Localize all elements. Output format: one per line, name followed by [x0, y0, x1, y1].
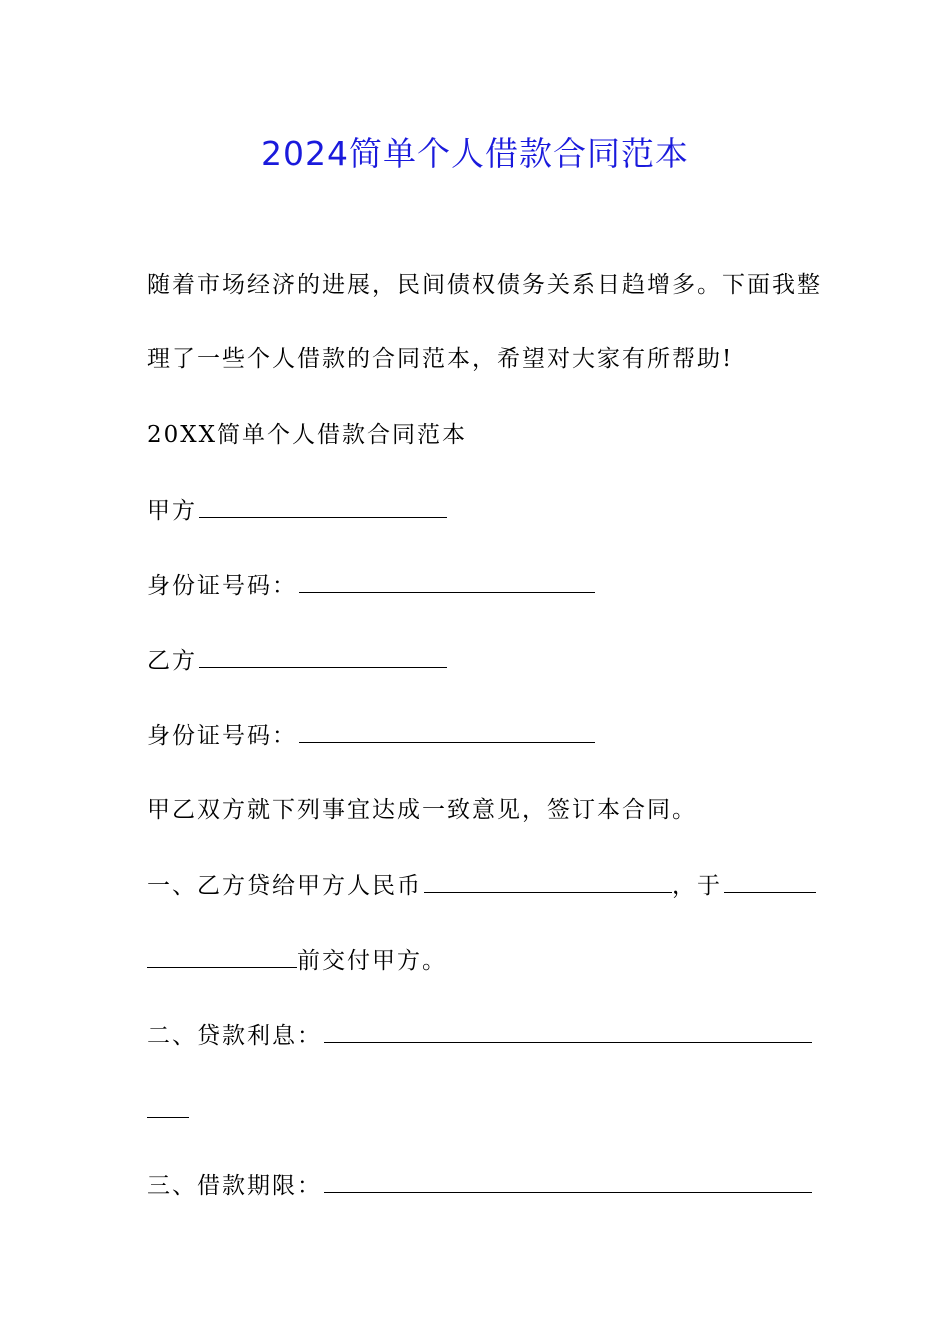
clause-1-prefix: 一、乙方贷给甲方人民币 [147, 873, 422, 899]
clause-1-cont-row [147, 945, 447, 976]
id-a-label: 身份证号码： [147, 573, 297, 599]
clause-2-row [147, 1020, 812, 1051]
clause-1-date-blank-end [147, 945, 297, 968]
clause-1-suffix: 前交付甲方。 [297, 948, 447, 974]
clause-1-row [147, 870, 816, 901]
id-b-label: 身份证号码： [147, 723, 297, 749]
clause-1-amount-blank [424, 870, 672, 893]
party-b-row [147, 645, 447, 676]
id-a-blank [299, 570, 595, 593]
party-b-label: 乙方 [147, 648, 197, 674]
id-a-row [147, 570, 595, 601]
party-a-label: 甲方 [147, 498, 197, 524]
subtitle: 20XX简单个人借款合同范本 [147, 422, 468, 448]
clause-2-blank [324, 1020, 812, 1043]
clause-3-row [147, 1170, 812, 1201]
clause-3-label: 三、借款期限： [147, 1173, 322, 1199]
clause-3-blank [324, 1170, 812, 1193]
clause-1-mid: ，于 [672, 873, 722, 899]
agreement-line: 甲乙双方就下列事宜达成一致意见，签订本合同。 [147, 797, 697, 823]
clause-2-cont-row [147, 1095, 189, 1126]
party-b-blank [199, 645, 447, 668]
intro-line-1: 随着市场经济的进展，民间债权债务关系日趋增多。下面我整 [147, 272, 822, 298]
clause-2-blank-cont [147, 1095, 189, 1118]
clause-1-date-blank-start [724, 870, 816, 893]
id-b-blank [299, 720, 595, 743]
intro-line-2: 理了一些个人借款的合同范本，希望对大家有所帮助! [147, 346, 734, 372]
id-b-row [147, 720, 595, 751]
party-a-blank [199, 495, 447, 518]
clause-2-label: 二、贷款利息： [147, 1023, 322, 1049]
party-a-row [147, 495, 447, 526]
document-title: 2024简单个人借款合同范本 [261, 134, 689, 173]
